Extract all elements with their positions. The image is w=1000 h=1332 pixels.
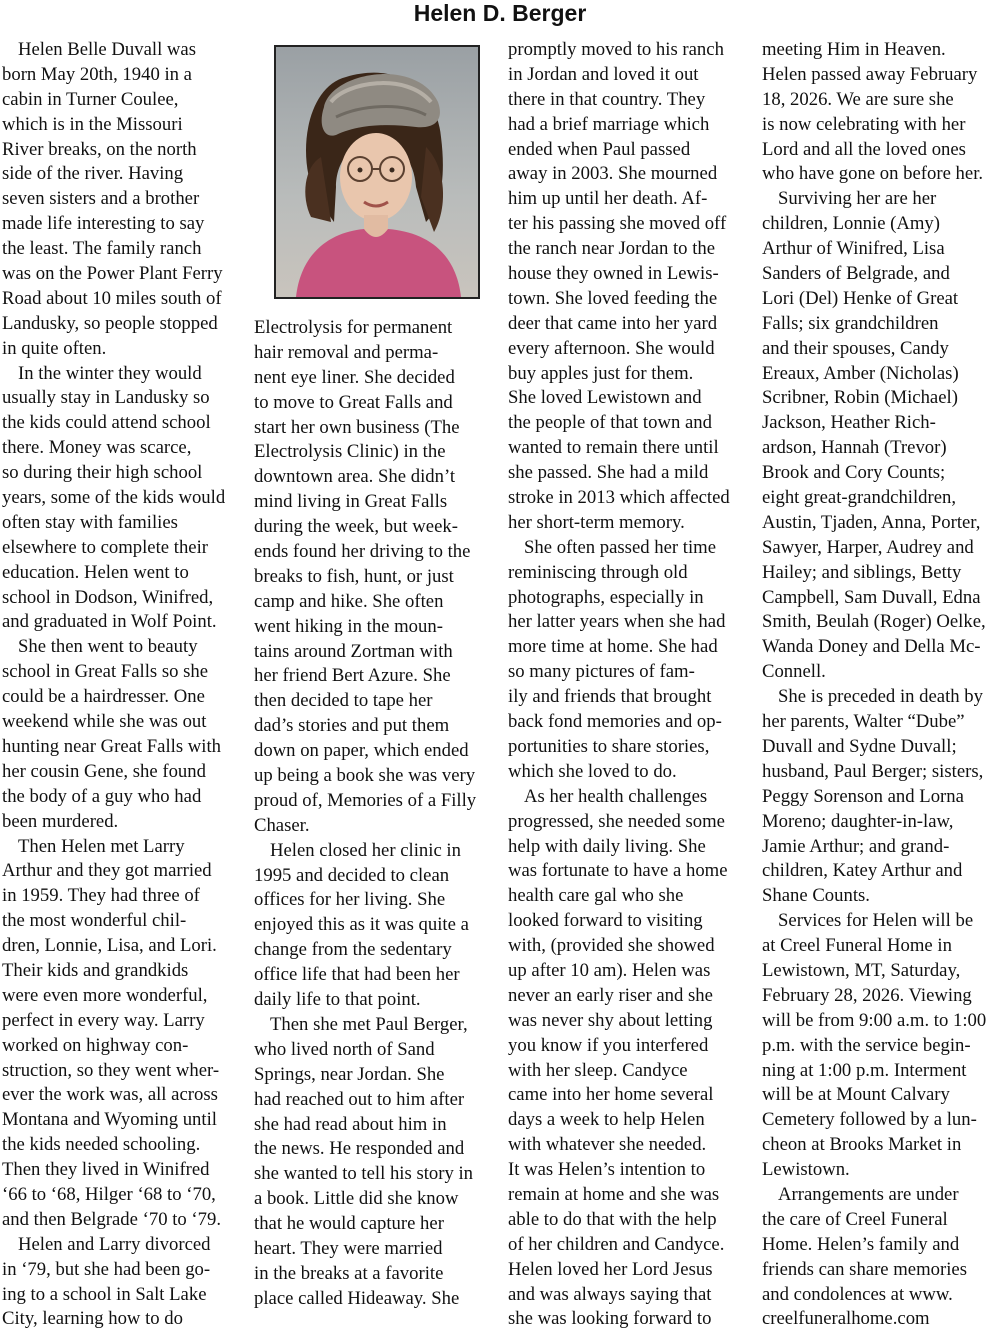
text-line: cabin in Turner Coulee, bbox=[2, 88, 179, 110]
text-line: p.m. with the service begin- bbox=[762, 1034, 971, 1056]
text-line: Peggy Sorenson and Lorna bbox=[762, 785, 964, 807]
text-line: in 1959. They had three of bbox=[2, 885, 200, 907]
text-line: up being a book she was very bbox=[254, 765, 476, 787]
text-line: help with daily living. She bbox=[508, 835, 706, 857]
text-line: start her own business (The bbox=[254, 416, 460, 438]
text-line: was on the Power Plant Ferry bbox=[2, 263, 223, 285]
text-line: in Jordan and loved it out bbox=[508, 63, 699, 85]
text-line: Helen loved her Lord Jesus bbox=[508, 1258, 713, 1280]
text-line: Falls; six grandchildren bbox=[762, 312, 939, 334]
text-line: at Creel Funeral Home in bbox=[762, 935, 952, 957]
text-line: Austin, Tjaden, Anna, Porter, bbox=[762, 511, 981, 533]
text-line: was never shy about letting bbox=[508, 1009, 713, 1031]
text-line: Moreno; daughter-in-law, bbox=[762, 810, 954, 832]
text-line: Wanda Doney and Della Mc- bbox=[762, 636, 981, 658]
text-line: Then Helen met Larry bbox=[18, 835, 185, 857]
text-line: able to do that with the help bbox=[508, 1208, 717, 1230]
text-line: hunting near Great Falls with bbox=[2, 735, 222, 757]
text-line: promptly moved to his ranch bbox=[508, 39, 724, 60]
text-line: school in Great Falls so she bbox=[2, 661, 209, 683]
text-line: camp and hike. She often bbox=[254, 590, 444, 612]
text-line: usually stay in Landusky so bbox=[2, 387, 210, 409]
text-line: in ‘79, but she had been go- bbox=[2, 1258, 211, 1280]
text-line: went hiking in the moun- bbox=[254, 615, 443, 637]
text-line: the least. The family ranch bbox=[2, 238, 202, 260]
text-line: days a week to help Helen bbox=[508, 1109, 705, 1131]
text-line: down on paper, which ended bbox=[254, 740, 469, 762]
text-line: with her sleep. Candyce bbox=[508, 1059, 688, 1081]
text-line: Arthur of Winifred, Lisa bbox=[762, 238, 945, 260]
text-line: husband, Paul Berger; sisters, bbox=[762, 760, 984, 782]
text-line: Services for Helen will be bbox=[778, 910, 974, 932]
text-line: enjoyed this as it was quite a bbox=[254, 914, 469, 936]
text-line: the most wonderful chil- bbox=[2, 910, 187, 932]
text-line: Brook and Cory Counts; bbox=[762, 462, 946, 484]
text-line: It was Helen’s intention to bbox=[508, 1159, 706, 1181]
text-line: looked forward to visiting bbox=[508, 910, 703, 932]
text-line: Helen passed away February bbox=[762, 63, 978, 85]
text-line: Shane Counts. bbox=[762, 885, 870, 907]
text-line: house they owned in Lewis- bbox=[508, 263, 719, 285]
text-line: City, learning how to do bbox=[2, 1308, 183, 1330]
text-line: up after 10 am). Helen was bbox=[508, 959, 711, 981]
text-line: which is in the Missouri bbox=[2, 113, 183, 135]
text-line: office life that had been her bbox=[254, 964, 460, 986]
text-line: weekend while she was out bbox=[2, 711, 207, 733]
text-line: her parents, Walter “Dube” bbox=[762, 711, 965, 733]
text-line: never an early riser and she bbox=[508, 984, 713, 1006]
text-line: Sawyer, Harper, Audrey and bbox=[762, 536, 974, 558]
text-line: Road about 10 miles south of bbox=[2, 287, 222, 309]
text-line: Their kids and grandkids bbox=[2, 959, 189, 981]
text-line: Then they lived in Winifred bbox=[2, 1159, 210, 1181]
text-line: in the breaks at a favorite bbox=[254, 1262, 444, 1284]
text-line: of her children and Candyce. bbox=[508, 1233, 725, 1255]
text-line: ning at 1:00 p.m. Interment bbox=[762, 1059, 967, 1081]
text-line: had reached out to him after bbox=[254, 1088, 465, 1110]
text-line: you know if you interfered bbox=[508, 1034, 709, 1056]
text-line: the body of a guy who had bbox=[2, 785, 202, 807]
text-line: eight great-grandchildren, bbox=[762, 487, 957, 509]
text-line: Smith, Beulah (Roger) Oelke, bbox=[762, 611, 986, 633]
text-line: every afternoon. She would bbox=[508, 337, 715, 359]
text-line: River breaks, on the north bbox=[2, 138, 197, 160]
text-line: Lewistown, MT, Saturday, bbox=[762, 959, 961, 981]
portrait-image bbox=[276, 47, 478, 297]
text-line: made life interesting to say bbox=[2, 213, 205, 235]
text-line: friends can share memories bbox=[762, 1258, 967, 1280]
obituary-column-2 bbox=[254, 316, 494, 1312]
text-line: deer that came into her yard bbox=[508, 312, 718, 334]
text-line: often stay with families bbox=[2, 511, 178, 533]
text-line: back fond memories and op- bbox=[508, 711, 722, 733]
text-line: Home. Helen’s family and bbox=[762, 1233, 960, 1255]
text-line: and condolences at www. bbox=[762, 1283, 953, 1305]
text-line: will be from 9:00 a.m. to 1:00 bbox=[762, 1009, 987, 1031]
text-line: She loved Lewistown and bbox=[508, 387, 702, 409]
text-line: her latter years when she had bbox=[508, 611, 726, 633]
text-line: place called Hideaway. She bbox=[254, 1287, 460, 1309]
text-line: ever the work was, all across bbox=[2, 1084, 218, 1106]
text-line: seven sisters and a brother bbox=[2, 188, 200, 210]
text-line: As her health challenges bbox=[524, 785, 708, 807]
obituary-column-1 bbox=[2, 38, 242, 1332]
text-line: will be at Mount Calvary bbox=[762, 1084, 950, 1106]
text-line: meeting Him in Heaven. bbox=[762, 39, 946, 60]
text-line: and was always saying that bbox=[508, 1283, 712, 1305]
text-line: came into her home several bbox=[508, 1084, 714, 1106]
text-line: the people of that town and bbox=[508, 412, 712, 434]
text-line: reminiscing through old bbox=[508, 561, 688, 583]
text-line: could be a hairdresser. One bbox=[2, 686, 205, 708]
text-line: the care of Creel Funeral bbox=[762, 1208, 948, 1230]
text-line: who lived north of Sand bbox=[254, 1038, 435, 1060]
text-line: her friend Bert Azure. She bbox=[254, 665, 451, 687]
text-line: Lewistown. bbox=[762, 1159, 850, 1181]
text-line: the ranch near Jordan to the bbox=[508, 238, 716, 260]
text-line: Electrolysis for permanent bbox=[254, 317, 453, 338]
text-line: a book. Little did she know bbox=[254, 1188, 459, 1210]
text-line: school in Dodson, Winifred, bbox=[2, 586, 214, 608]
text-line: February 28, 2026. Viewing bbox=[762, 984, 972, 1006]
text-line: She often passed her time bbox=[524, 536, 717, 558]
text-line: with, (provided she showed bbox=[508, 935, 715, 957]
portrait-photo bbox=[274, 45, 480, 299]
text-line: in quite often. bbox=[2, 337, 107, 359]
text-line: who have gone on before her. bbox=[762, 163, 984, 185]
text-line: were even more wonderful, bbox=[2, 984, 208, 1006]
text-line: then decided to tape her bbox=[254, 690, 433, 712]
text-line: born May 20th, 1940 in a bbox=[2, 63, 192, 85]
text-line: daily life to that point. bbox=[254, 989, 421, 1011]
text-line: side of the river. Having bbox=[2, 163, 184, 185]
text-line: dren, Lonnie, Lisa, and Lori. bbox=[2, 935, 217, 957]
text-line: which she loved to do. bbox=[508, 760, 677, 782]
text-line: ter his passing she moved off bbox=[508, 213, 727, 235]
text-line: so during their high school bbox=[2, 462, 203, 484]
text-line: proud of, Memories of a Filly bbox=[254, 789, 477, 811]
text-line: there. Money was scarce, bbox=[2, 437, 192, 459]
text-line: and then Belgrade ‘70 to ‘79. bbox=[2, 1208, 221, 1230]
text-line: mind living in Great Falls bbox=[254, 491, 448, 513]
text-line: worked on highway con- bbox=[2, 1034, 189, 1056]
text-line: Jackson, Heather Rich- bbox=[762, 412, 936, 434]
text-line: Then she met Paul Berger, bbox=[270, 1013, 468, 1035]
text-line: creelfuneralhome.com bbox=[762, 1308, 930, 1330]
text-line: remain at home and she was bbox=[508, 1183, 720, 1205]
text-line: Lord and all the loved ones bbox=[762, 138, 966, 160]
text-line: Electrolysis Clinic) in the bbox=[254, 441, 446, 463]
text-line: during the week, but week- bbox=[254, 516, 458, 538]
text-line: the kids needed schooling. bbox=[2, 1134, 201, 1156]
text-line: children, Lonnie (Amy) bbox=[762, 213, 940, 235]
text-line: Montana and Wyoming until bbox=[2, 1109, 217, 1131]
text-line: struction, so they went wher- bbox=[2, 1059, 220, 1081]
text-line: Sanders of Belgrade, and bbox=[762, 263, 950, 285]
text-line: She then went to beauty bbox=[18, 636, 198, 658]
text-line: him up until her death. Af- bbox=[508, 188, 708, 210]
text-line: her short-term memory. bbox=[508, 511, 685, 533]
text-line: elsewhere to complete their bbox=[2, 536, 208, 558]
text-line: her cousin Gene, she found bbox=[2, 760, 206, 782]
text-line: change from the sedentary bbox=[254, 939, 452, 961]
text-line: nent eye liner. She decided bbox=[254, 366, 455, 388]
text-line: Campbell, Sam Duvall, Edna bbox=[762, 586, 981, 608]
text-line: offices for her living. She bbox=[254, 889, 446, 911]
text-line: Landusky, so people stopped bbox=[2, 312, 218, 334]
obituary-title: Helen D. Berger bbox=[413, 0, 587, 26]
text-line: and their spouses, Candy bbox=[762, 337, 949, 359]
text-line: was fortunate to have a home bbox=[508, 860, 728, 882]
text-line: had a brief marriage which bbox=[508, 113, 710, 135]
text-line: buy apples just for them. bbox=[508, 362, 694, 384]
text-line: ing to a school in Salt Lake bbox=[2, 1283, 207, 1305]
text-line: Arthur and they got married bbox=[2, 860, 212, 882]
text-line: perfect in every way. Larry bbox=[2, 1009, 205, 1031]
text-line: Helen closed her clinic in bbox=[270, 839, 461, 861]
text-line: she was looking forward to bbox=[508, 1308, 712, 1330]
text-line: away in 2003. She mourned bbox=[508, 163, 718, 185]
text-line: years, some of the kids would bbox=[2, 487, 226, 509]
text-line: Scribner, Robin (Michael) bbox=[762, 387, 958, 409]
text-line: Springs, near Jordan. She bbox=[254, 1063, 445, 1085]
text-line: to move to Great Falls and bbox=[254, 391, 453, 413]
text-line: Ereaux, Amber (Nicholas) bbox=[762, 362, 959, 384]
text-line: Jamie Arthur; and grand- bbox=[762, 835, 950, 857]
text-line: Surviving her are her bbox=[778, 188, 937, 210]
text-line: been murdered. bbox=[2, 810, 119, 832]
text-line: hair removal and perma- bbox=[254, 341, 439, 363]
text-line: the kids could attend school bbox=[2, 412, 211, 434]
text-line: she wanted to tell his story in bbox=[254, 1163, 474, 1185]
text-line: heart. They were married bbox=[254, 1237, 443, 1259]
text-line: dad’s stories and put them bbox=[254, 715, 450, 737]
text-line: health care gal who she bbox=[508, 885, 684, 907]
text-line: children, Katey Arthur and bbox=[762, 860, 963, 882]
obituary-column-3 bbox=[508, 38, 748, 1332]
text-line: breaks to fish, hunt, or just bbox=[254, 565, 454, 587]
text-line: In the winter they would bbox=[18, 362, 202, 384]
text-line: ends found her driving to the bbox=[254, 541, 471, 563]
text-line: ily and friends that brought bbox=[508, 686, 712, 708]
text-line: ‘66 to ‘68, Hilger ‘68 to ‘70, bbox=[2, 1183, 216, 1205]
text-line: downtown area. She didn’t bbox=[254, 466, 456, 488]
text-line: Helen and Larry divorced bbox=[18, 1233, 211, 1255]
text-line: She is preceded in death by bbox=[778, 686, 983, 708]
text-line: there in that country. They bbox=[508, 88, 706, 110]
text-line: so many pictures of fam- bbox=[508, 661, 695, 683]
obituary-column-4 bbox=[762, 38, 1000, 1332]
text-line: cheon at Brooks Market in bbox=[762, 1134, 962, 1156]
text-line: Connell. bbox=[762, 661, 826, 683]
text-line: photographs, especially in bbox=[508, 586, 704, 608]
text-line: Lori (Del) Henke of Great bbox=[762, 287, 959, 309]
text-line: she passed. She had a mild bbox=[508, 462, 709, 484]
text-line: Arrangements are under bbox=[778, 1183, 959, 1205]
text-line: portunities to share stories, bbox=[508, 735, 710, 757]
text-line: 18, 2026. We are sure she bbox=[762, 88, 954, 110]
text-line: Hailey; and siblings, Betty bbox=[762, 561, 962, 583]
text-line: Duvall and Sydne Duvall; bbox=[762, 735, 957, 757]
text-line: ended when Paul passed bbox=[508, 138, 691, 160]
text-line: that he would capture her bbox=[254, 1213, 444, 1235]
text-line: wanted to remain there until bbox=[508, 437, 719, 459]
text-line: town. She loved feeding the bbox=[508, 287, 718, 309]
text-line: is now celebrating with her bbox=[762, 113, 966, 135]
text-line: progressed, she needed some bbox=[508, 810, 725, 832]
text-line: more time at home. She had bbox=[508, 636, 718, 658]
text-line: she had read about him in bbox=[254, 1113, 447, 1135]
text-line: Cemetery followed by a lun- bbox=[762, 1109, 977, 1131]
text-line: the news. He responded and bbox=[254, 1138, 465, 1160]
text-line: Helen Belle Duvall was bbox=[18, 39, 196, 60]
text-line: stroke in 2013 which affected bbox=[508, 487, 730, 509]
text-line: with whatever she needed. bbox=[508, 1134, 707, 1156]
text-line: ardson, Hannah (Trevor) bbox=[762, 437, 947, 459]
text-line: and graduated in Wolf Point. bbox=[2, 611, 217, 633]
text-line: tains around Zortman with bbox=[254, 640, 453, 662]
text-line: education. Helen went to bbox=[2, 561, 189, 583]
text-line: 1995 and decided to clean bbox=[254, 864, 450, 886]
text-line: Chaser. bbox=[254, 814, 310, 836]
